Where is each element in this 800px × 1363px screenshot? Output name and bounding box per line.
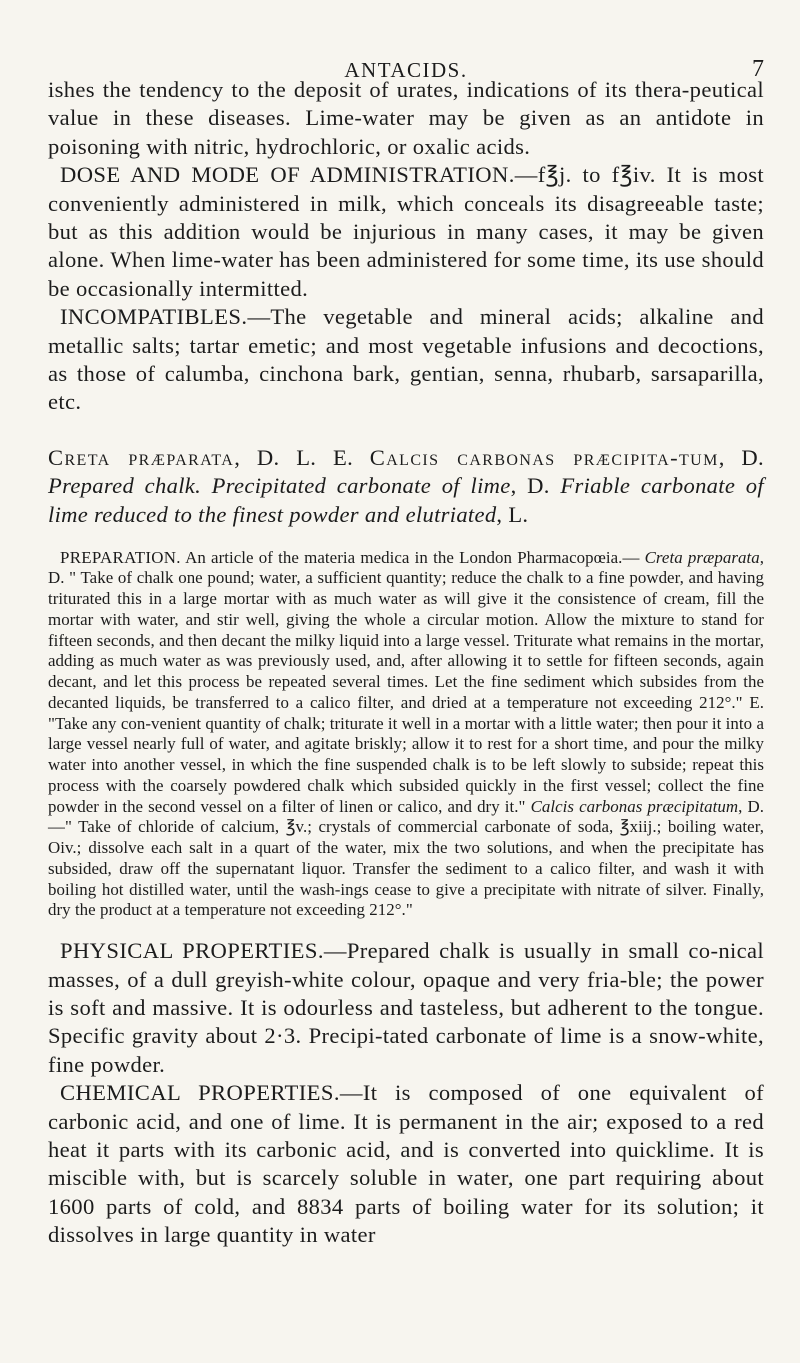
drug-name-italic: Calcis carbonas præcipitatum	[530, 796, 739, 816]
drug-abbr: , D. L. E.	[234, 444, 354, 470]
section-label-dose: DOSE AND MODE OF ADMINISTRATION.	[60, 162, 515, 188]
paragraph-text: —f℥j. to f℥iv. It is most conveniently administered in milk, which conceals its disagreeable taste; but as this addition would be injurious in many cases, it may be given alone. When lime-water has been administered for some time, its use should be occasionally intermitted.	[48, 162, 764, 301]
section-label-physical: PHYSICAL PROPERTIES.	[60, 938, 324, 964]
drug-synonym: Friable carbonate of lime reduced to the finest powder and elutriated	[48, 473, 764, 528]
paragraph-text: An article of the materia medica in the London Pharmacopœia.—	[180, 547, 645, 567]
paragraph-text: —It is composed of one equivalent of carbonic acid, and one of lime. It is permanent in the air; exposed to a red heat it parts with its carbonic acid, and is converted into quicklime. It is miscible with, but is scarcely soluble in water, one part requiring about 1600 parts of cold, and 8834 parts of boiling water for its solution; it dissolves in large quantity in water	[48, 1080, 764, 1248]
running-head	[48, 0, 764, 82]
book-page	[48, 0, 764, 1250]
drug-name-calcis: Calcis carbonas præcipita-tum	[369, 444, 719, 470]
paragraph-text: —Prepared chalk is usually in small co-nical masses, of a dull greyish-white colour, opaque and very fria-ble; the power is soft and massive. It is odourless and tasteless, but adherent to the tongue. Specific gravity about 2·3. Precipi-tated carbonate of lime is a snow-white, fine powder.	[48, 938, 764, 1077]
paragraph-dose	[48, 161, 764, 303]
drug-heading	[48, 444, 764, 530]
paragraph-text: —The vegetable and mineral acids; alkaline and metallic salts; tartar emetic; and most vegetable infusions and decoctions, as those of calumba, cinchona bark, gentian, senna, rhubarb, sarsaparilla, etc.	[48, 304, 764, 415]
page-number: 7	[752, 56, 764, 82]
preparation-paragraph	[48, 548, 764, 922]
drug-abbr: , L.	[496, 502, 529, 528]
section-label-chemical: CHEMICAL PROPERTIES.	[60, 1080, 340, 1106]
paragraph-text: , D. —" Take of chloride of calcium, ℥v.; crystals of commercial carbonate of soda, ℥xiij.; boiling water, Oiv.; dissolve each salt in a quart of the water, mix the two solutions, and when the precipitate has subsided, draw off the supernatant liquor. Transfer the sediment to a calico filter, and wash it with boiling hot distilled water, until the wash-ings cease to give a precipitate with nitrate of silver. Finally, dry the product at a temperature not exceeding 212°."	[48, 796, 764, 920]
drug-name-italic: Creta præparata	[644, 547, 760, 567]
paragraph-text: , D. " Take of chalk one pound; water, a sufficient quantity; reduce the chalk to a fine powder, and having triturated this in a large mortar with as much water as will give it the consistence of cream, fill the mortar with water, and stir well, giving the whole a circular motion. Allow the mixture to stand for fifteen seconds, and then decant the milky liquid into a large vessel. Triturate what remains in the mortar, adding as much water as was previously used, and, after allowing it to settle for fifteen seconds, again decant, and let this process be repeated several times. Let the fine sediment which subsides from the decanted liquids, be transferred to a calico filter, and dried at a temperature not exceeding 212°." E. "Take any con-venient quantity of chalk; triturate it well in a mortar with a little water; then pour it into a large vessel nearly full of water, and agitate briskly; allow it to rest for a short time, and pour the milky water into another vessel, in which the fine suspended chalk is to be left slowly to subside; repeat this process with the coarsely powdered chalk which subsided quickly in the first vessel; collect the fine powder in the second vessel on a filter of linen or calico, and dry it."	[48, 547, 764, 816]
paragraph-text: ishes the tendency to the deposit of urates, indications of its thera-peutical value in these diseases. Lime-water may be given as an antidote in poisoning with nitric, hydrochloric, or oxalic acids.	[48, 77, 764, 159]
paragraph-continuation	[48, 76, 764, 161]
drug-name-creta: Creta præparata	[48, 444, 235, 470]
drug-abbr: , D.	[510, 473, 550, 499]
header-title: ANTACIDS.	[344, 58, 468, 82]
paragraph-incompatibles	[48, 303, 764, 417]
section-label-incompatibles: INCOMPATIBLES.	[60, 304, 248, 330]
paragraph-physical	[48, 937, 764, 1079]
drug-abbr: , D.	[718, 444, 764, 470]
drug-synonym: Prepared chalk. Precipitated carbonate of lime	[48, 473, 511, 499]
paragraph-chemical	[48, 1079, 764, 1249]
section-label-preparation: PREPARATION.	[60, 547, 181, 567]
